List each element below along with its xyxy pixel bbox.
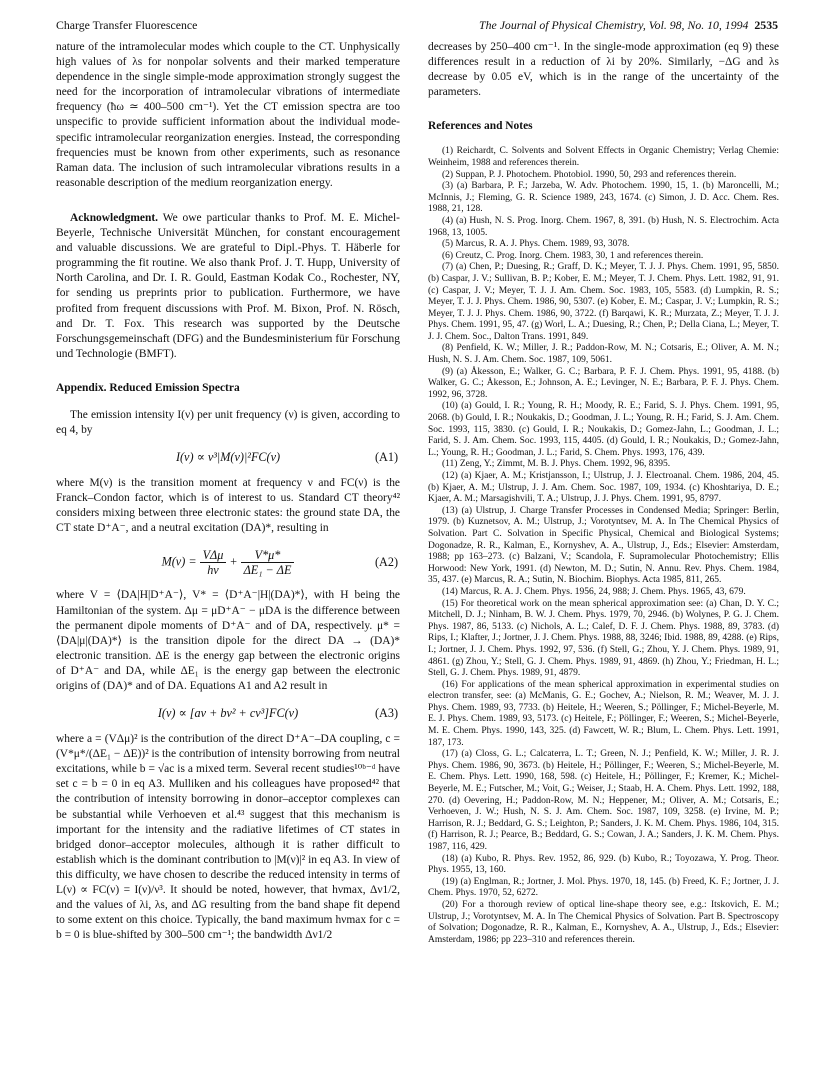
reference-item: (14) Marcus, R. A. J. Chem. Phys. 1956, 24, 988; J. Chem. Phys. 1965, 43, 679. <box>442 586 746 597</box>
reference-item: (10) (a) Gould, I. R.; Young, R. H.; Moody, R. E.; Farid, S. J. Phys. Chem. 1991, 95, 2068. (b) Gould, I. R.; Noukakis, D.; Goodman, J. L.; Young, R. H.; Farid, S. J. Am. Chem. Soc. 1993, 115, 3830. (c) Gould, I. R.; Noukakis, D.; Gomez-Jahn, L.; Goodman, J. L.; Farid, S. J. Am. Chem. Soc. 1993, 115, 4405. (d) Gould, I. R.; Noukakis, D.; Gomez-Jahn, L.; Young, R. H.; Goodman, J. L.; Farid, S. Chem. Phys. 1993, 176, 439. <box>428 401 779 458</box>
appendix-intro: The emission intensity I(ν) per unit frequency (ν) is given, according to eq 4, by <box>56 408 400 436</box>
equation-a2 <box>56 544 400 580</box>
reference-list <box>428 146 779 946</box>
equation-a2-lhs: M(ν) = <box>161 554 197 569</box>
paragraph-continuation-right: decreases by 250–400 cm⁻¹. In the single-mode approximation (eq 9) these differences result in a reduction of λi by 20%. Similarly, −ΔG and λs decrease by 0.05 eV, which is in the range of the uncertainty of the parameters. <box>428 41 779 99</box>
fraction-1-denominator: hν <box>207 563 219 578</box>
reference-item: (6) Creutz, C. Prog. Inorg. Chem. 1983, 30, 1 and references therein. <box>442 250 704 261</box>
fraction-2-denominator: ΔE₁ − ΔE <box>243 563 292 578</box>
fraction-2-numerator: V*μ* <box>241 548 295 563</box>
references-heading: References and Notes <box>428 120 533 133</box>
reference-item: (13) (a) Ulstrup, J. Charge Transfer Processes in Condensed Media; Springer: Berlin, 1979. (b) Kuznetsov, A. M.; Ulstrup, J.; Vorotyntsev, M. A. In The Chemical Physics of Solvation. Part C. Solvation in Specific Physical, Chemical and Biological Systems; Dogonadze, R. R., Kalman, E., Kornyshev, A. A., Ulstrup, J., Eds.; Elsevier: Amsterdam, 1988; pp 163–273. (c) Balzani, V.; Scandola, F. Supramolecular Photochemistry; Ellis Horwood: New York, 1991. (d) Newton, M. D.; Sutin, N. Annu. Rev. Phys. Chem. 1984, 35, 437. (e) Marcus, R. A.; Sutin, N. Biochim. Biophys. Acta 1985, 811, 265. <box>428 505 779 586</box>
running-head-left: Charge Transfer Fluorescence <box>56 18 198 32</box>
paragraph-intensity-borrowing: where a = (VΔμ)² is the contribution of the direct D⁺A⁻–DA coupling, c = (V*μ*/(ΔE₁ − ΔE))² is the contribution of intensity borrowing from neutral excitations, while b = √ac is a mixed term. Several recent studies¹⁰ᵇ⁻ᵈ have set c = b = 0 in eq A3. Mulliken and his colleagues have proposed⁴² that the contribution of intensity borrowing in donor–acceptor complexes can be substantial while Verhoeven et al.⁴³ suggest that this mechanism is important for the intensity and the radiative lifetimes of CT states in bridged donor–acceptor molecules, although it is rather difficult to establish which is the dominant contribution to |M(ν)|² in eq A3. In view of this difficulty, we have chosen to describe the reduced intensity in terms of L(ν) ∝ FC(ν) = I(ν)/ν³. It should be noted, however, that hνmax, Δν1/2, and the values of λi, λs, and ΔG resulting from the band shape fit depend to some extent on this choice. Typically, the band maximum hνmax for c = b = 0 is blue-shifted by 300–500 cm⁻¹; the bandwidth Δν1/2 <box>56 733 400 942</box>
equation-a2-fraction-1 <box>200 548 227 577</box>
reference-item: (7) (a) Chen, P.; Duesing, R.; Graff, D. K.; Meyer, T. J. J. Phys. Chem. 1991, 95, 5850. (b) Caspar, J. V.; Sullivan, B. P.; Kober, E. M.; Meyer, T. J. Chem. Phys. Lett. 1982, 91, 91. (c) Caspar, J. V.; Meyer, T. J. J. Am. Chem. Soc. 1983, 105, 5583. (d) Lumpkin, R. S.; Meyer, T. J. J. Phys. Chem. 1986, 90, 5307. (e) Kober, E. M.; Caspar, J. V.; Lumpkin, R. S.; Meyer, T. J. J. Phys. Chem. 1986, 90, 3722. (f) Barqawi, K. R.; Murzata, Z.; Meyer, T. J. J. Phys. Chem. 1991, 95, 47. (g) Worl, L. A.; Duesing, R.; Chen, P.; Della Ciana, L.; Meyer, T. J. J. Chem. Soc., Dalton Trans. 1991, 849. <box>428 262 779 342</box>
paragraph-continuation: nature of the intramolecular modes which couple to the CT. Unphysically high values of λs for nonpolar solvents and their marked temperature dependence in the single simple-mode approximation strongly suggest the need for the incorporation of intramolecular vibrations of intermediate frequency (ħω ≃ 400–500 cm⁻¹). Yet the CT emission spectra are too unspecific to provide sufficient information about the individual mode-specific intramolecular reorganization energies. Instead, the corresponding frequencies must be known from other experiments, such as resonance Raman data. The inclusion of such intramolecular vibrations results in a reasonable description of the medium reorganization energy. <box>56 41 400 189</box>
reference-item: (1) Reichardt, C. Solvents and Solvent Effects in Organic Chemistry; Verlag Chemie: Weinheim, 1988 and references therein. <box>428 146 779 168</box>
running-head-right <box>479 18 778 33</box>
reference-item: (4) (a) Hush, N. S. Prog. Inorg. Chem. 1967, 8, 391. (b) Hush, N. S. Electrochim. Acta 1968, 13, 1005. <box>428 215 779 238</box>
appendix-title: Appendix. Reduced Emission Spectra <box>56 381 240 394</box>
right-column <box>428 40 779 946</box>
equation-a1-body: I(ν) ∝ ν³|M(ν)|²FC(ν) <box>175 450 281 465</box>
equation-a1 <box>56 446 400 468</box>
reference-item: (5) Marcus, R. A. J. Phys. Chem. 1989, 93, 3078. <box>442 239 630 250</box>
acknowledgment-heading: Acknowledgment. <box>70 211 159 224</box>
fraction-1-numerator: VΔμ <box>200 548 227 563</box>
reference-item: (20) For a thorough review of optical line-shape theory see, e.g.: Itskovich, E. M.; Ulstrup, J.; Vorotyntsev, M. A. In The Chemical Physics of Solvation. Part B. Spectroscopy of Solvation; Dogonadze, R. R., Kalman, E., Kornyshev, A. A., Ulstrup, J., Eds.; Elsevier: Amsterdam, 1986; pp 223–310 and references therein. <box>428 899 779 945</box>
reference-item: (12) (a) Kjaer, A. M.; Kristjansson, I.; Ulstrup, J. J. Electroanal. Chem. 1986, 204, 45. (b) Kjaer, A. M.; Ulstrup, J. J. Am. Chem. Soc. 1987, 109, 1934. (c) Khoshtariya, D. E.; Kjaer, A. M.; Marsagishvili, T. A.; Ulstrup, J. J. Phys. Chem. 1991, 95, 8797. <box>428 471 779 505</box>
acknowledgment-paragraph <box>56 211 400 362</box>
reference-item: (18) (a) Kubo, R. Phys. Rev. 1952, 86, 929. (b) Kubo, R.; Toyozawa, Y. Prog. Theor. Phys. 1955, 13, 160. <box>428 853 779 876</box>
reference-item: (16) For applications of the mean spherical approximation in experimental studies on electron transfer, see: (a) McManis, G. E.; Gochev, A.; Nielson, R. M.; Weaver, M. J. J. Phys. Chem. 1989, 93, 7733. (b) Heitele, H.; Weeren, S.; Pöllinger, F.; Michel-Beyerle, M. E. J. Phys. Chem. 1989, 93, 5173. (c) Heitele, F.; Pöllinger, F.; Weeren, S.; Michel-Beyerle, M. E. Chem. Phys. 1990, 143, 325. (d) Fawcett, W. R.; Blum, L. Chem. Phys. Lett. 1991, 187, 173. <box>428 679 779 748</box>
equation-a3-body: I(ν) ∝ [aν + bν² + cν³]FC(ν) <box>157 706 299 721</box>
equation-a1-number: (A1) <box>374 450 398 465</box>
paragraph-hamiltonian: where V = ⟨DA|H|D⁺A⁻⟩, V* = ⟨D⁺A⁻|H|(DA)*⟩, with H being the Hamiltonian of the system. Δμ = μD⁺A⁻ − μDA is the difference between the permanent dipole moments of D⁺A⁻ and of DA, respectively. μ* = ⟨DA|μ|(DA)*⟩ is the transition dipole for the direct DA → (DA)* electronic transition. ΔE is the energy gap between the electronic origins of D⁺A⁻ and DA, while ΔE₁ is the energy gap between the electronic origins of (DA)* and of DA. Equations A1 and A2 result in <box>56 589 400 692</box>
equation-a3-number: (A3) <box>374 706 398 721</box>
reference-item: (17) (a) Closs, G. L.; Calcaterra, L. T.; Green, N. J.; Penfield, K. W.; Miller, J. R. J. Phys. Chem. 1986, 90, 3673. (b) Heitele, H.; Pöllinger, F.; Weeren, S.; Michel-Beyerle, M. E. Chem. Phys. Lett. 1990, 168, 598. (c) Heitele, H.; Pöllinger, F.; Kremer, K.; Michel-Beyerle, M. E.; Futscher, M.; Voit, G.; Weiser, J.; Staab, H. A. Chem. Phys. Lett. 1992, 188, 270. (d) Oevering, H.; Paddon-Row, M. N.; Heppener, M.; Oliver, A. M.; Cotsaris, E.; Verhoeven, J. W.; Hush, N. S. J. Am. Chem. Soc. 1987, 109, 3258. (e) Irvine, M. P.; Harrison, R. J.; Beddard, G. S.; Leighton, P.; Sanders, J. K. M. Chem. Phys. 1986, 104, 315. (f) Harrison, R. J.; Pearce, B.; Beddard, G. S.; Cowan, J. A.; Sanders, J. K. M. Chem. Phys. 1987, 116, 429. <box>428 749 779 852</box>
reference-item: (2) Suppan, P. J. Photochem. Photobiol. 1990, 50, 293 and references therein. <box>442 169 737 180</box>
page-number: 2535 <box>754 18 778 32</box>
left-column <box>56 40 400 943</box>
reference-item: (19) (a) Englman, R.; Jortner, J. Mol. Phys. 1970, 18, 145. (b) Freed, K. F.; Jortner, J. J. Chem. Phys. 1970, 52, 6272. <box>428 876 779 899</box>
equation-a2-plus: + <box>229 554 238 569</box>
reference-item: (11) Zeng, Y.; Zimmt, M. B. J. Phys. Chem. 1992, 96, 8395. <box>442 459 671 470</box>
journal-citation: The Journal of Physical Chemistry, Vol. 98, No. 10, 1994 <box>479 18 749 32</box>
reference-item: (8) Penfield, K. W.; Miller, J. R.; Paddon-Row, M. N.; Cotsaris, E.; Oliver, A. M. N.; Hush, N. S. J. Am. Chem. Soc. 1987, 109, 5061. <box>428 343 779 366</box>
reference-item: (15) For theoretical work on the mean spherical approximation see: (a) Chan, D. Y. C.; Mitchell, D. J.; Ninham, B. W. J. Chem. Phys. 1979, 70, 2946. (b) Wolynes, P. G. J. Chem. Phys. 1987, 86, 5133. (c) Nichols, A. L.; Calef, D. F. J. Chem. Phys. 1988, 89, 3783. (d) Rips, I.; Klafter, J.; Jortner, J. J. Chem. Phys. 1988, 88, 3246; Ibid. 1988, 89, 4288. (e) Rips, I.; Jortner, J. J. Chem. Phys. 1992, 97, 536. (f) Stell, G.; Zhou, Y. J. Chem. Phys. 1989, 91, 4861. (g) Zhou, Y.; Stell, G. J. Chem. Phys. 1989, 91, 4869. (h) Zhou, Y.; Friedman, H. L.; Stell, G. J. Chem. Phys. 1989, 91, 4879. <box>428 598 779 679</box>
paragraph-transition-moment: where M(ν) is the transition moment at frequency ν and FC(ν) is the Franck–Condon factor, which is of interest to us. Standard CT theory⁴² considers mixing between three electronic states: the ground state DA, the CT state D⁺A⁻, and a neutral excitation (DA)*, resulting in <box>56 477 400 535</box>
equation-a2-fraction-2 <box>241 548 295 577</box>
reference-item: (3) (a) Barbara, P. F.; Jarzeba, W. Adv. Photochem. 1990, 15, 1. (b) Maroncelli, M.; McInnis, J.; Fleming, G. R. Science 1989, 243, 1674. (c) Simon, J. D. Acc. Chem. Res. 1988, 21, 128. <box>428 181 779 215</box>
acknowledgment-text: We owe particular thanks to Prof. M. E. Michel-Beyerle, Technische Universität München, for constant encouragement and valuable discussions. We are grateful to Dipl.-Phys. T. Häberle for programming the fit routine. We also thank Prof. J. T. Hupp, University of North Carolina, and Dr. I. R. Gould, Eastman Kodak Co., Rochester, NY, for sending us preprints prior to publication. Furthermore, we have profited from frequent discussions with Prof. M. Bixon, Prof. N. Rösch, and Dr. T. Fox. This research was supported by the Deutsche Forschungsgemeinschaft (DFG) and the Bundesministerium für Forschung und Technologie (BMFT). <box>56 211 400 360</box>
equation-a2-number: (A2) <box>374 555 398 570</box>
equation-a3 <box>56 702 400 724</box>
reference-item: (9) (a) Åkesson, E.; Walker, G. C.; Barbara, P. F. J. Chem. Phys. 1991, 95, 4188. (b) Walker, G. C.; Åkesson, E.; Johnson, A. E.; Levinger, N. E.; Barbara, P. F. J. Phys. Chem. 1992, 96, 3728. <box>428 366 779 400</box>
